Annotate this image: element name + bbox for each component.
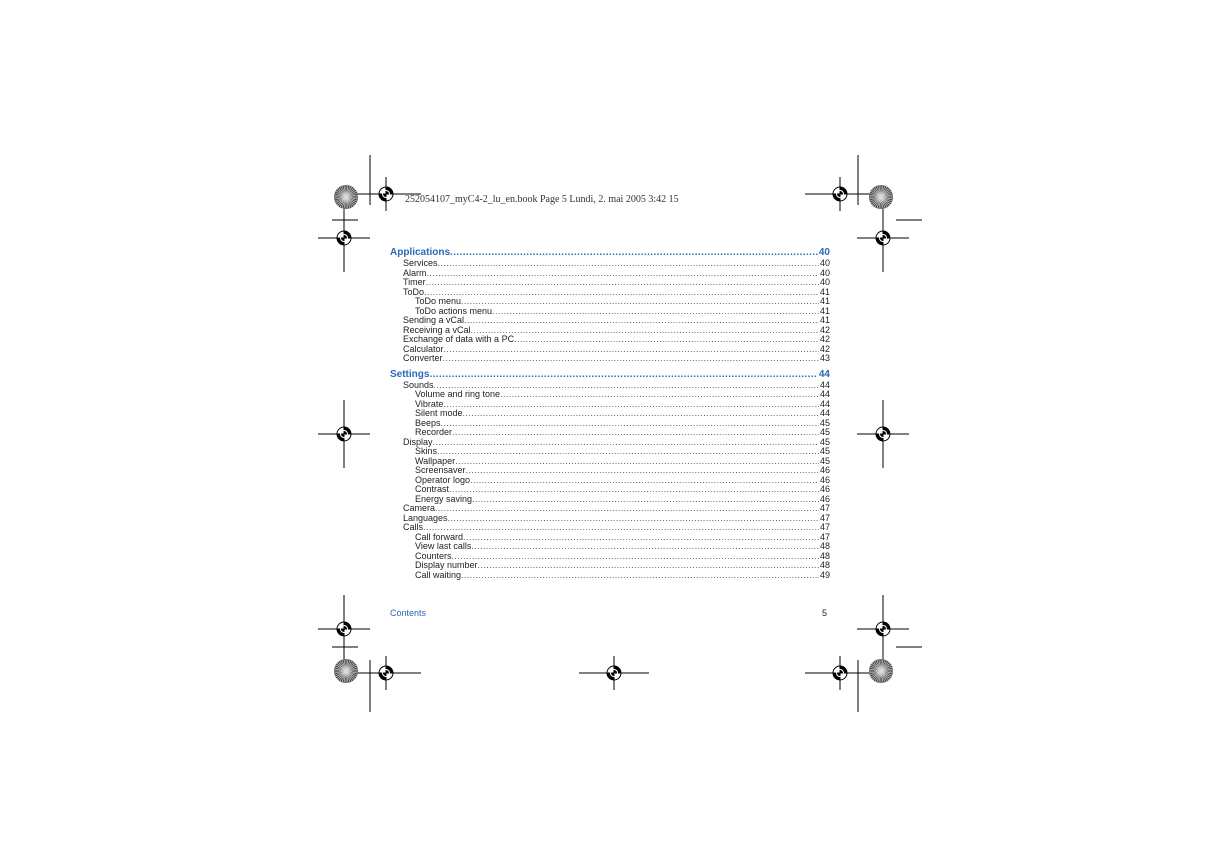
toc-entry-label: Applications <box>390 247 451 258</box>
toc-leader-dots <box>433 438 819 448</box>
toc-leader-dots <box>464 316 819 326</box>
toc-entry-label: Operator logo <box>415 474 471 485</box>
toc-leader-dots <box>424 288 819 298</box>
toc-leader-dots <box>471 326 819 336</box>
print-slug: 252054107_myC4-2_lu_en.book Page 5 Lundi, 2. mai 2005 3:42 15 <box>405 194 679 205</box>
toc-leader-dots <box>463 533 819 543</box>
toc-entry[interactable] <box>390 571 830 581</box>
toc-leader-dots <box>500 390 819 400</box>
toc-entry[interactable] <box>390 495 830 505</box>
toc-entry-label: Services <box>403 258 438 268</box>
toc-entry[interactable] <box>390 278 830 288</box>
toc-leader-dots <box>472 495 819 505</box>
toc-entry-label: Sounds <box>403 379 434 390</box>
toc-entry[interactable] <box>390 542 830 552</box>
footer-section-title: Contents <box>390 608 427 618</box>
toc-leader-dots <box>426 278 819 288</box>
toc-entry-label: ToDo actions menu <box>415 305 493 316</box>
footer-page-number: 5 <box>822 608 828 618</box>
toc-entry[interactable] <box>390 419 830 429</box>
toc-leader-dots <box>471 542 819 552</box>
toc-entry-page: 44 <box>819 389 830 399</box>
toc-entry[interactable] <box>390 354 830 364</box>
toc-entry-page: 47 <box>819 522 830 532</box>
toc-leader-dots <box>450 246 818 259</box>
toc-leader-dots <box>461 571 819 581</box>
toc-entry[interactable] <box>390 335 830 345</box>
toc-entry-label: Volume and ring tone <box>415 389 501 399</box>
toc-entry-page: 46 <box>819 484 830 494</box>
toc-entry-label: Sending a vCal <box>403 315 465 325</box>
toc-entry[interactable] <box>390 428 830 438</box>
toc-entry[interactable] <box>390 345 830 355</box>
toc-entry-label: Contrast <box>415 484 450 494</box>
toc-entry-page: 42 <box>819 324 830 335</box>
toc-entry-page: 44 <box>819 408 830 418</box>
toc-entry-page: 44 <box>819 379 830 390</box>
toc-leader-dots <box>492 307 819 317</box>
toc-section-entry[interactable] <box>390 246 830 259</box>
toc-entry-page: 41 <box>819 286 830 297</box>
toc-entry-label: Display number <box>415 560 478 570</box>
toc-entry-label: Energy saving <box>415 493 473 504</box>
toc-entry-page: 47 <box>819 503 830 513</box>
toc-entry-label: Exchange of data with a PC <box>403 334 515 344</box>
toc-entry-page: 41 <box>819 315 830 325</box>
toc-leader-dots <box>452 552 819 562</box>
toc-leader-dots <box>449 485 819 495</box>
toc-section-entry[interactable] <box>390 368 830 381</box>
toc-entry-label: Camera <box>403 503 436 513</box>
toc-entry-page: 43 <box>819 353 830 363</box>
toc-entry-page: 46 <box>819 474 830 485</box>
toc-entry-label: Receiving a vCal <box>403 324 471 335</box>
toc-entry-page: 42 <box>819 343 830 354</box>
toc-entry-page: 40 <box>819 258 830 268</box>
toc-entry[interactable] <box>390 447 830 457</box>
toc-entry-label: Screensaver <box>415 465 466 475</box>
toc-entry-page: 48 <box>819 550 830 561</box>
toc-entry[interactable] <box>390 476 830 486</box>
toc-leader-dots <box>444 345 819 355</box>
toc-entry-label: Counters <box>415 550 452 561</box>
toc-entry[interactable] <box>390 409 830 419</box>
toc-entry-label: Recorder <box>415 427 453 437</box>
toc-entry-page: 47 <box>819 531 830 542</box>
toc-entry-label: Call waiting <box>415 569 462 580</box>
toc-entry-label: ToDo menu <box>415 296 462 306</box>
toc-entry-page: 42 <box>819 334 830 344</box>
toc-entry-label: Skins <box>415 446 438 456</box>
toc-entry-label: Alarm <box>403 267 427 278</box>
toc-entry-page: 45 <box>819 455 830 466</box>
toc-entry-label: ToDo <box>403 286 425 297</box>
toc-entry-label: Calculator <box>403 343 444 354</box>
toc-entry-page: 47 <box>819 512 830 523</box>
toc-leader-dots <box>435 504 819 514</box>
toc-entry[interactable] <box>390 269 830 279</box>
toc-leader-dots <box>429 368 817 381</box>
toc-entry-label: Beeps <box>415 417 441 428</box>
toc-entry[interactable] <box>390 514 830 524</box>
toc-entry-page: 49 <box>819 569 830 580</box>
toc-entry-label: Call forward <box>415 531 464 542</box>
toc-entry-page: 40 <box>819 277 830 287</box>
toc-entry-label: Calls <box>403 522 424 532</box>
toc-leader-dots <box>466 466 819 476</box>
toc-entry-page: 44 <box>819 398 830 409</box>
toc-entry-page: 46 <box>819 465 830 475</box>
toc-entry-page: 40 <box>818 247 830 258</box>
toc-entry-label: Converter <box>403 353 443 363</box>
toc-leader-dots <box>443 354 819 364</box>
toc-leader-dots <box>470 476 819 486</box>
toc-leader-dots <box>438 259 819 269</box>
toc-leader-dots <box>448 514 819 524</box>
toc-entry-page: 48 <box>819 560 830 570</box>
toc-leader-dots <box>423 523 819 533</box>
toc-entry-label: Wallpaper <box>415 455 456 466</box>
toc-entry[interactable] <box>390 504 830 514</box>
toc-leader-dots <box>441 419 819 429</box>
toc-entry-page: 45 <box>819 446 830 456</box>
toc-entry[interactable] <box>390 259 830 269</box>
toc-leader-dots <box>461 297 819 307</box>
toc-entry-page: 41 <box>819 296 830 306</box>
toc-entry-page: 44 <box>818 368 830 380</box>
toc-entry-label: Display <box>403 436 433 447</box>
toc-entry-page: 45 <box>819 436 830 447</box>
toc-leader-dots <box>514 335 819 345</box>
toc-entry-page: 45 <box>819 417 830 428</box>
toc-leader-dots <box>452 428 819 438</box>
toc-leader-dots <box>443 400 819 410</box>
toc-entry-label: Silent mode <box>415 408 463 418</box>
toc-entry-label: Settings <box>390 368 430 380</box>
toc-leader-dots <box>427 269 819 279</box>
toc-leader-dots <box>455 457 819 467</box>
toc-entry-label: Languages <box>403 512 448 523</box>
toc-entry-page: 48 <box>819 541 830 551</box>
toc-leader-dots <box>437 447 819 457</box>
toc-entry-page: 46 <box>819 493 830 504</box>
toc-leader-dots <box>463 409 819 419</box>
toc-entry-page: 41 <box>819 305 830 316</box>
table-of-contents <box>390 246 830 580</box>
toc-entry[interactable] <box>390 438 830 448</box>
toc-entry-page: 40 <box>819 267 830 278</box>
toc-entry-label: Timer <box>403 277 426 287</box>
toc-entry-label: View last calls <box>415 541 472 551</box>
toc-leader-dots <box>478 561 819 571</box>
toc-entry-label: Vibrate <box>415 398 444 409</box>
toc-entry-page: 45 <box>819 427 830 437</box>
toc-entry[interactable] <box>390 390 830 400</box>
